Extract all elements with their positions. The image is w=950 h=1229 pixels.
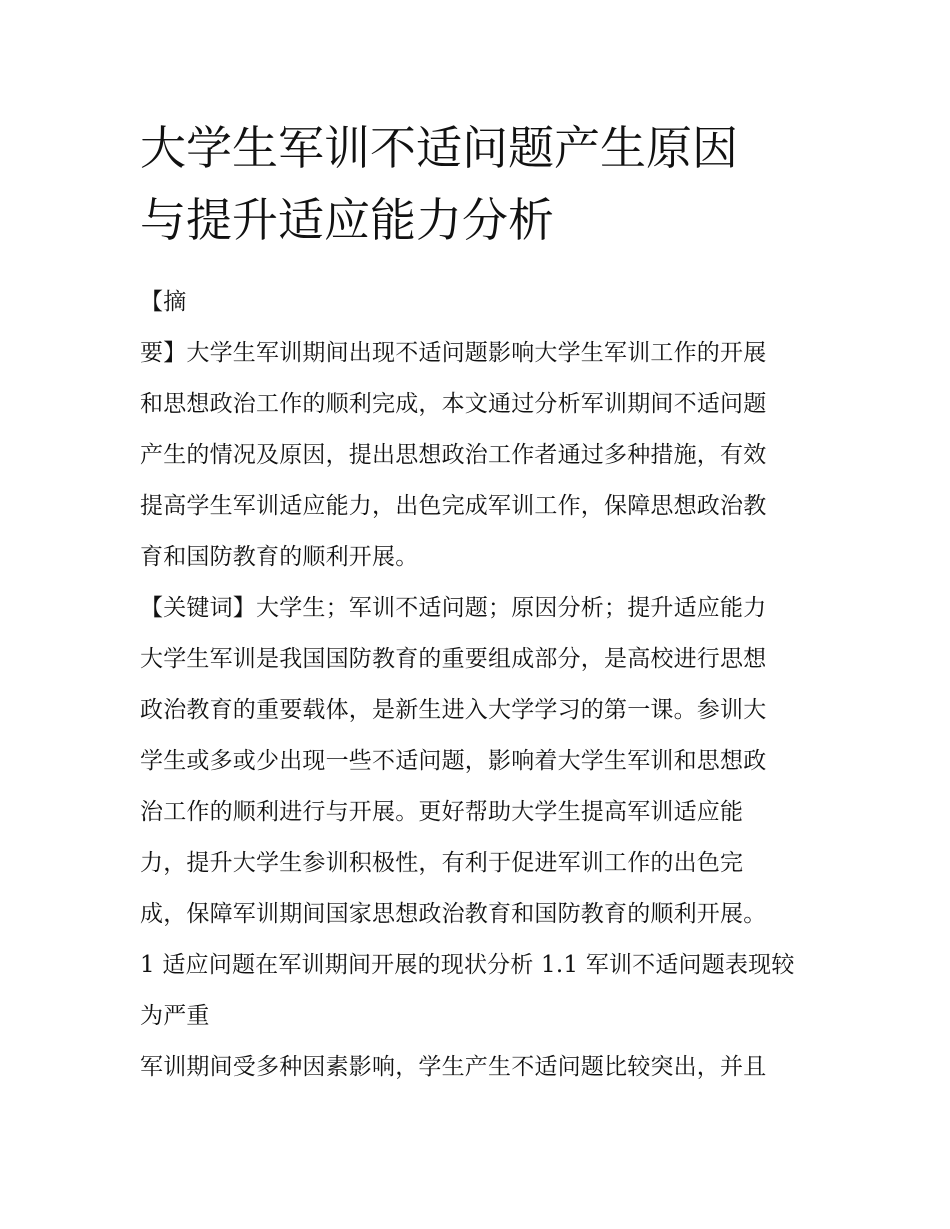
paragraph-line: 大学生军训是我国国防教育的重要组成部分，是高校进行思想	[140, 646, 767, 672]
abstract-line: 提高学生军训适应能力，出色完成军训工作，保障思想政治教	[140, 493, 767, 519]
paragraph-line: 治工作的顺利进行与开展。更好帮助大学生提高军训适应能	[140, 799, 744, 825]
title-line-1: 大学生军训不适问题产生原因	[140, 121, 738, 175]
section-heading-line: 1 适应问题在军训期间开展的现状分析 1.1 军训不适问题表现较	[140, 952, 795, 978]
title-line-2: 与提升适应能力分析	[140, 193, 554, 247]
keywords-line: 【关键词】大学生；军训不适问题；原因分析；提升适应能力	[140, 595, 767, 621]
abstract-line: 产生的情况及原因，提出思想政治工作者通过多种措施，有效	[140, 442, 767, 468]
section-heading-line: 为严重	[140, 1003, 210, 1029]
paragraph-line: 成，保障军训期间国家思想政治教育和国防教育的顺利开展。	[140, 901, 767, 927]
abstract-line: 育和国防教育的顺利开展。	[140, 544, 419, 570]
document-body	[140, 277, 820, 1093]
abstract-line: 要】大学生军训期间出现不适问题影响大学生军训工作的开展	[140, 340, 767, 366]
abstract-label-line: 【摘	[140, 289, 187, 315]
paragraph-line: 学生或多或少出现一些不适问题，影响着大学生军训和思想政	[140, 748, 767, 774]
paragraph-line: 政治教育的重要载体，是新生进入大学学习的第一课。参训大	[140, 697, 767, 723]
document-title	[140, 112, 820, 256]
paragraph-line: 力，提升大学生参训积极性，有利于促进军训工作的出色完	[140, 850, 744, 876]
abstract-line: 和思想政治工作的顺利完成，本文通过分析军训期间不适问题	[140, 391, 767, 417]
paragraph-line: 军训期间受多种因素影响，学生产生不适问题比较突出，并且	[140, 1054, 767, 1080]
